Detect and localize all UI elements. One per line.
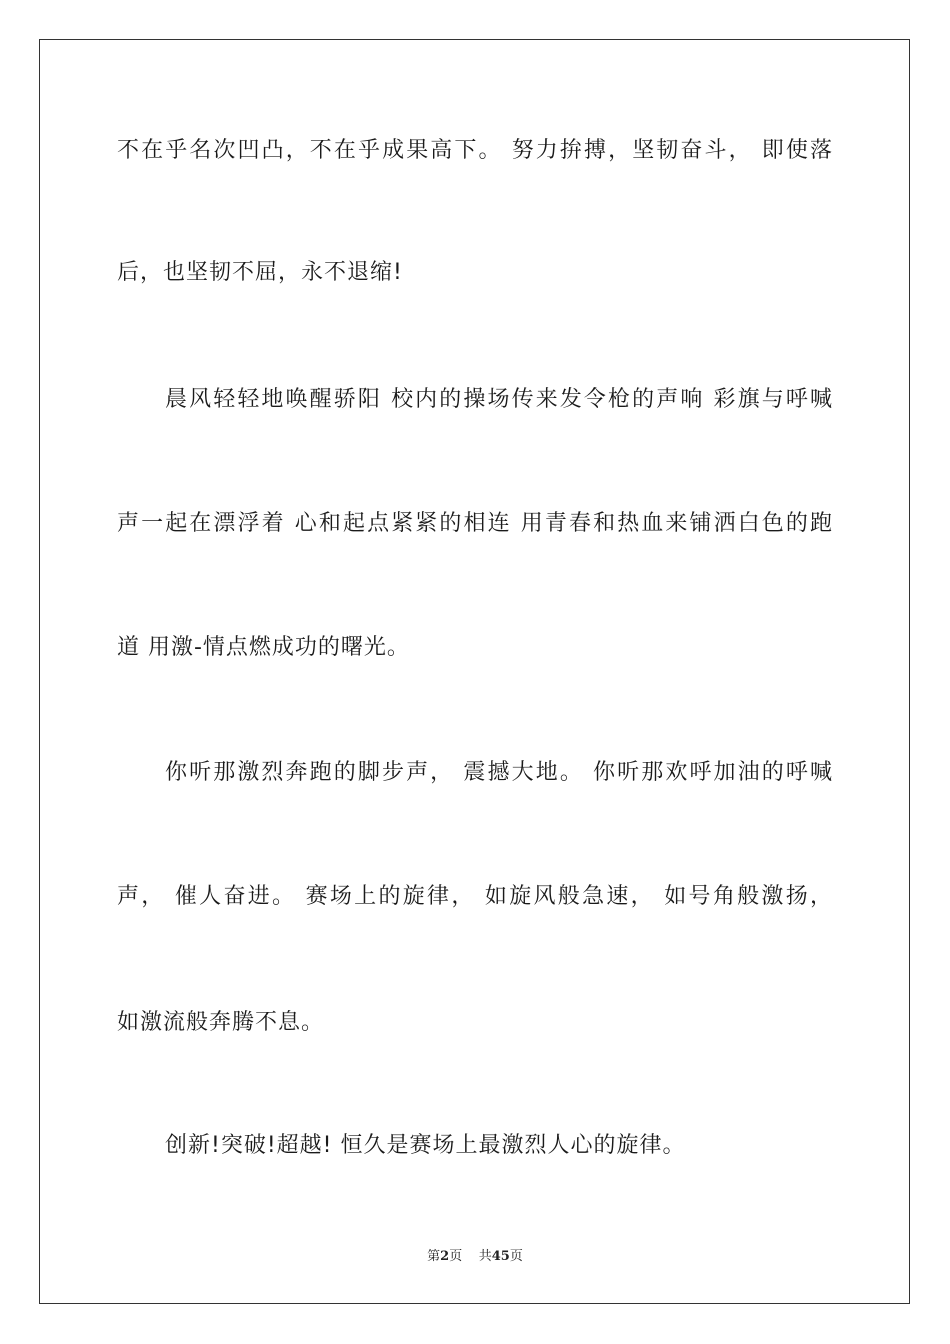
page-prefix: 第 — [427, 1249, 441, 1264]
page-border — [39, 39, 910, 1304]
paragraph-2-line-2: 声一起在漂浮着 心和起点紧紧的相连 用青春和热血来铺洒白色的跑 — [117, 511, 833, 536]
paragraph-1-line-1: 不在乎名次凹凸，不在乎成果高下。 努力拚搏，坚韧奋斗， 即使落 — [117, 138, 833, 163]
total-prefix: 共 — [478, 1249, 492, 1264]
paragraph-3-line-1: 你听那激烈奔跑的脚步声， 震撼大地。 你听那欢呼加油的呼喊 — [165, 760, 833, 785]
paragraph-1-line-2: 后，也坚韧不屈，永不退缩! — [117, 260, 403, 285]
page-footer — [0, 1248, 950, 1266]
paragraph-2-line-1: 晨风轻轻地唤醒骄阳 校内的操场传来发令枪的声响 彩旗与呼喊 — [165, 387, 833, 412]
total-pages: 45 — [491, 1249, 510, 1264]
paragraph-3-line-3: 如激流般奔腾不息。 — [117, 1010, 325, 1035]
paragraph-2-line-3: 道 用激-情点燃成功的曙光。 — [117, 635, 410, 660]
total-suffix: 页 — [509, 1249, 523, 1264]
paragraph-4-line-1: 创新!突破!超越! 恒久是赛场上最激烈人心的旋律。 — [165, 1133, 686, 1158]
page-suffix: 页 — [449, 1249, 463, 1264]
paragraph-3-line-2: 声， 催人奋进。 赛场上的旋律， 如旋风般急速， 如号角般激扬， — [117, 884, 833, 909]
page-number: 2 — [440, 1249, 450, 1264]
